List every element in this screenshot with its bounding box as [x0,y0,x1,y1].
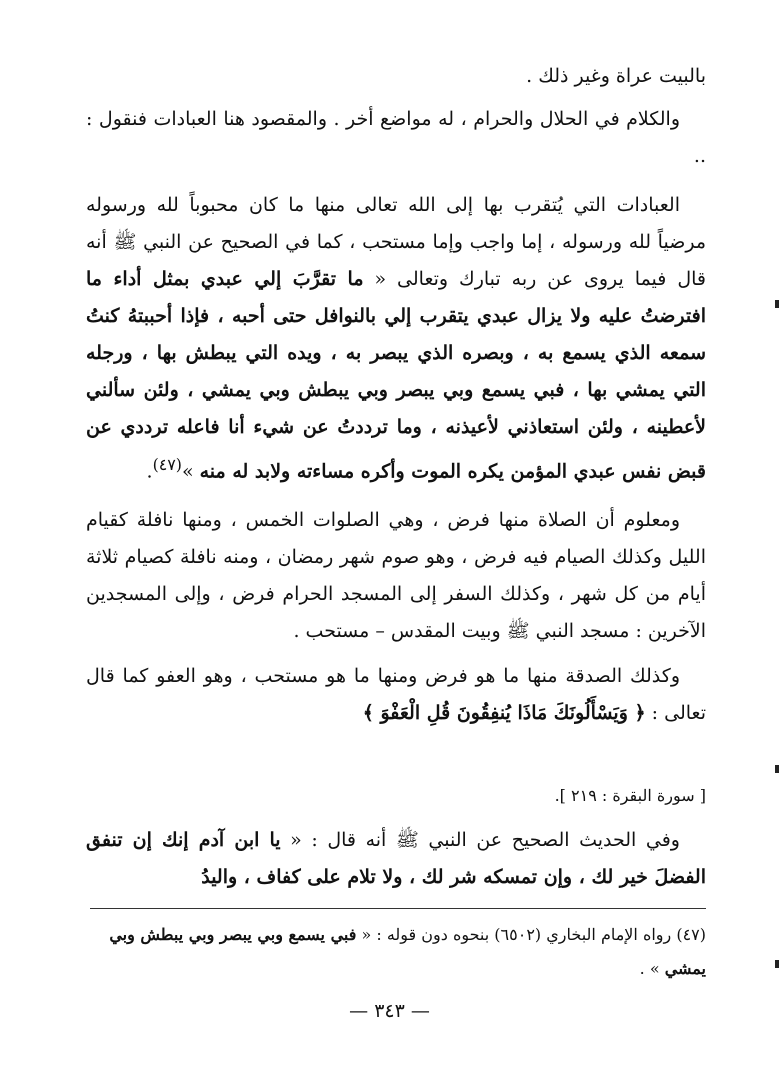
paragraph-ibadat-hadith [86,187,706,490]
scan-mark [775,765,779,773]
footnote-text: (٤٧) رواه الإمام البخاري (٦٥٠٢) بنحوه دون قوله : « [356,925,706,944]
quran-reference: [ سورة البقرة : ٢١٩ ]. [554,786,706,805]
paragraph-hadith-ibn-adam [86,822,706,896]
scan-mark [775,960,779,968]
quote-close: » [181,460,200,483]
footnote-47 [90,918,706,986]
paragraph-sadaqa [86,658,706,732]
hadith-ibn-adam-text: يا ابن آدم إنك إن تنفق الفضلَ خير لك ، وإن تمسكه شر لك ، ولا تلام على كفاف ، واليدُ [86,829,706,888]
quran-verse: ﴿ وَيَسْأَلُونَكَ مَاذَا يُنفِقُونَ قُلِ الْعَفْوَ ﴾ [362,702,646,725]
main-text-top [86,58,706,732]
footnote-end: » . [639,959,665,978]
footnote-divider [90,908,706,909]
paragraph-salat-siyam: ومعلوم أن الصلاة منها فرض ، وهي الصلوات الخمس ، ومنها نافلة كقيام الليل وكذلك الصيام فيه فرض ، وهو صوم شهر رمضان ، ومنه نافلة كصيام ثلاثة أيام من كل شهر ، وكذلك السفر إلى المسجد الحرام فرض ، وإلى المسجدين الآخرين : مسجد النبي ﷺ وبيت المقدس – مستحب . [86,509,706,643]
footnote-marker: (٤٧) [152,455,182,474]
hadith-nawafil-text: ما تقرَّبَ إلي عبدي بمثل أداء ما افترضتُ عليه ولا يزال عبدي يتقرب إلي بالنوافل حتى أحبه ، فإذا أحببتهُ كنتُ سمعه الذي يسمع به ، وبصره الذي يبصر به ، ويده التي يبطش بها ، ورجله التي يمشي بها ، فبي يسمع وبي يبصر وبي يبطش وبي يمشي ، ولئن سألني لأعطينه ، ولئن استعاذني لأعيذنه ، وما ترددتُ عن شيء أنا فاعله ترددي عن قبض نفس عبدي المؤمن يكره الموت وأكره مساءته ولابد له منه [86,268,706,483]
paragraph-sadaqa-text: وكذلك الصدقة منها ما هو فرض ومنها ما هو مستحب ، وهو العفو كما قال تعالى : [86,665,706,725]
paragraph-hadith-intro: وفي الحديث الصحيح عن النبي ﷺ أنه قال : « [280,829,680,851]
scan-mark [775,300,779,308]
period: . [146,460,153,483]
paragraph-halal-haram: والكلام في الحلال والحرام ، له مواضع أخر . والمقصود هنا العبادات فنقول : .. [86,108,706,167]
paragraph-ibadat-text: العبادات التي يُتقرب بها إلى الله تعالى منها ما كان محبوباً لله ورسوله مرضياً لله ورسوله ، إما واجب وإما مستحب ، كما في الصحيح عن النبي ﷺ أنه قال فيما يروى عن ربه تبارك وتعالى « [86,194,706,290]
page-number: — ٣٤٣ — [349,1000,430,1022]
line-continuation: بالبيت عراة وغير ذلك . [526,65,706,87]
main-text-bottom [86,822,706,896]
footnote-quote: فبي يسمع وبي يبصر وبي يبطش وبي يمشي [109,925,706,978]
